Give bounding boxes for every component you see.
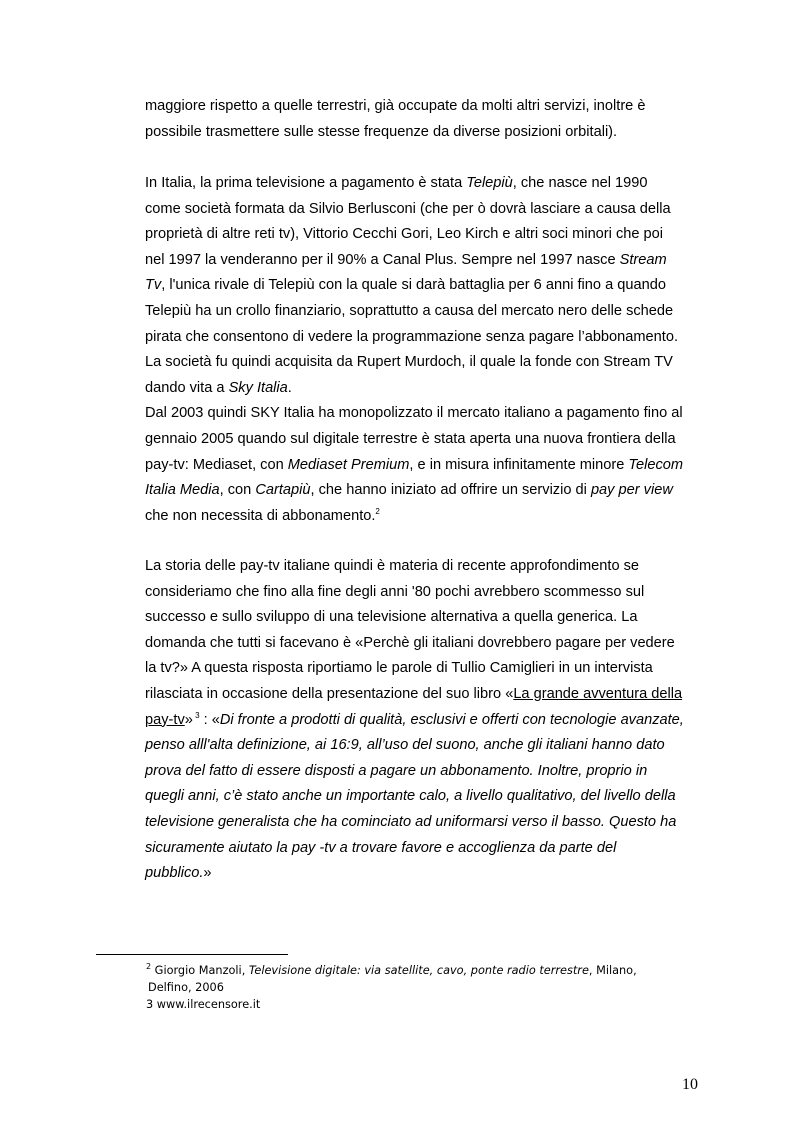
text-run: , che nasce nel 1990 come società formata da Silvio Berlusconi (che per ò dovrà lasciare a causa della proprietà di altre reti tv), Vittorio Cecchi Gori, Leo Kirch e altri soci minori che poi nel 1997 la venderanno per il 90% a Canal Plus. Sempre nel 1997 nasce bbox=[145, 175, 671, 268]
italic-cartapiu: Cartapiù bbox=[255, 482, 311, 499]
interview-quote: Di fronte a prodotti di qualità, esclusivi e offerti con tecnologie avanzate, penso alll'alta definizione, ai 16:9, all’uso del suono, anche gli italiani hanno dato prova del fatto di essere disposti a pagare un abbonamento. Inoltre, proprio in quegli anni, c’è stato anche un importante calo, a livello qualitativo, del livello della televisione generalista che ha cominciato ad uniformarsi verso il basso. Questo ha sicuramente aiutato la pay -tv a trovare favore e accoglienza da parte del pubblico. bbox=[145, 711, 684, 882]
footnote-2 bbox=[146, 962, 666, 996]
paragraph-satellite bbox=[145, 94, 685, 145]
italic-telecom-italia-media: Telecom Italia Media bbox=[145, 456, 684, 499]
footnote-separator bbox=[96, 954, 288, 955]
italic-stream-tv: Stream Tv bbox=[145, 251, 667, 294]
italic-telepiu: Telepiù bbox=[466, 175, 513, 191]
text-run: , con bbox=[219, 482, 256, 499]
footnote-number: 3 bbox=[146, 998, 154, 1012]
book-title-link[interactable]: La grande avventura della pay-tv bbox=[145, 685, 683, 728]
text-run: . bbox=[287, 379, 292, 396]
text-run: , e in misura infinitamente minore bbox=[409, 456, 629, 473]
italic-mediaset-premium: Mediaset Premium bbox=[287, 456, 410, 473]
footnote-3 bbox=[146, 996, 666, 1013]
footnote-number: 2 bbox=[146, 962, 152, 972]
paragraph-interview bbox=[145, 554, 685, 887]
italic-pay-per-view: pay per view bbox=[590, 482, 673, 499]
footnote-book-title: Televisione digitale: via satellite, cavo, ponte radio terrestre bbox=[248, 964, 589, 977]
text-run: , l'unica rivale di Telepiù con la quale si darà battaglia per 6 anni fino a quando Telepiù ha un crollo finanziario, soprattutto a causa del mercato nero delle schede pirata che consentono di vedere la programmazione senza pagare l’abbonamento. La società fu quindi acquisita da Rupert Murdoch, il quale la fonde con Stream TV dando vita a bbox=[145, 277, 679, 396]
footnote-text: Giorgio Manzoli, bbox=[151, 964, 249, 977]
text-run: In Italia, la prima televisione a pagamento è stata bbox=[145, 175, 467, 191]
footnote-url[interactable]: www.ilrecensore.it bbox=[153, 998, 261, 1012]
text-run: : « bbox=[199, 711, 220, 728]
text-run: che non necessita di abbonamento. bbox=[145, 507, 376, 524]
footnote-ref-3[interactable]: 3 bbox=[192, 710, 200, 720]
text-run: , che hanno iniziato ad offrire un servizio di bbox=[310, 482, 591, 499]
footnote-text: Delfino, 2006 bbox=[148, 981, 224, 995]
footnote-ref-2[interactable]: 2 bbox=[375, 506, 380, 516]
paragraph-pay-tv-history bbox=[145, 171, 685, 529]
italic-sky-italia: Sky Italia bbox=[228, 379, 288, 396]
text-run: La storia delle pay-tv italiane quindi è materia di recente approfondimento se consideriamo che fino alla fine degli anni '80 pochi avrebbero scommesso sul successo e sullo sviluppo di una televisione alternativa a quella generica. La domanda che tutti si facevano è «Perchè gli italiani dovrebbero pagare per vedere la tv?» A questa risposta riportiamo le parole di Tullio Camiglieri in un intervista rilasciata in occasione della presentazione del suo libro « bbox=[145, 558, 675, 702]
text-run: Dal 2003 quindi SKY Italia ha monopolizzato il mercato italiano a pagamento fino al gennaio 2005 quando sul digitale terrestre è stata aperta una nuova frontiera della pay-tv: Mediaset, con bbox=[145, 405, 683, 473]
text-run: » bbox=[184, 711, 193, 728]
footnotes bbox=[146, 962, 666, 1014]
paragraph-text: maggiore rispetto a quelle terrestri, già occupate da molti altri servizi, inoltre è possibile trasmettere sulle stesse frequenze da diverse posizioni orbitali). bbox=[145, 98, 646, 140]
page-number: 10 bbox=[682, 1076, 698, 1093]
footnote-text: , Milano, bbox=[588, 964, 637, 977]
text-run: » bbox=[203, 865, 212, 882]
